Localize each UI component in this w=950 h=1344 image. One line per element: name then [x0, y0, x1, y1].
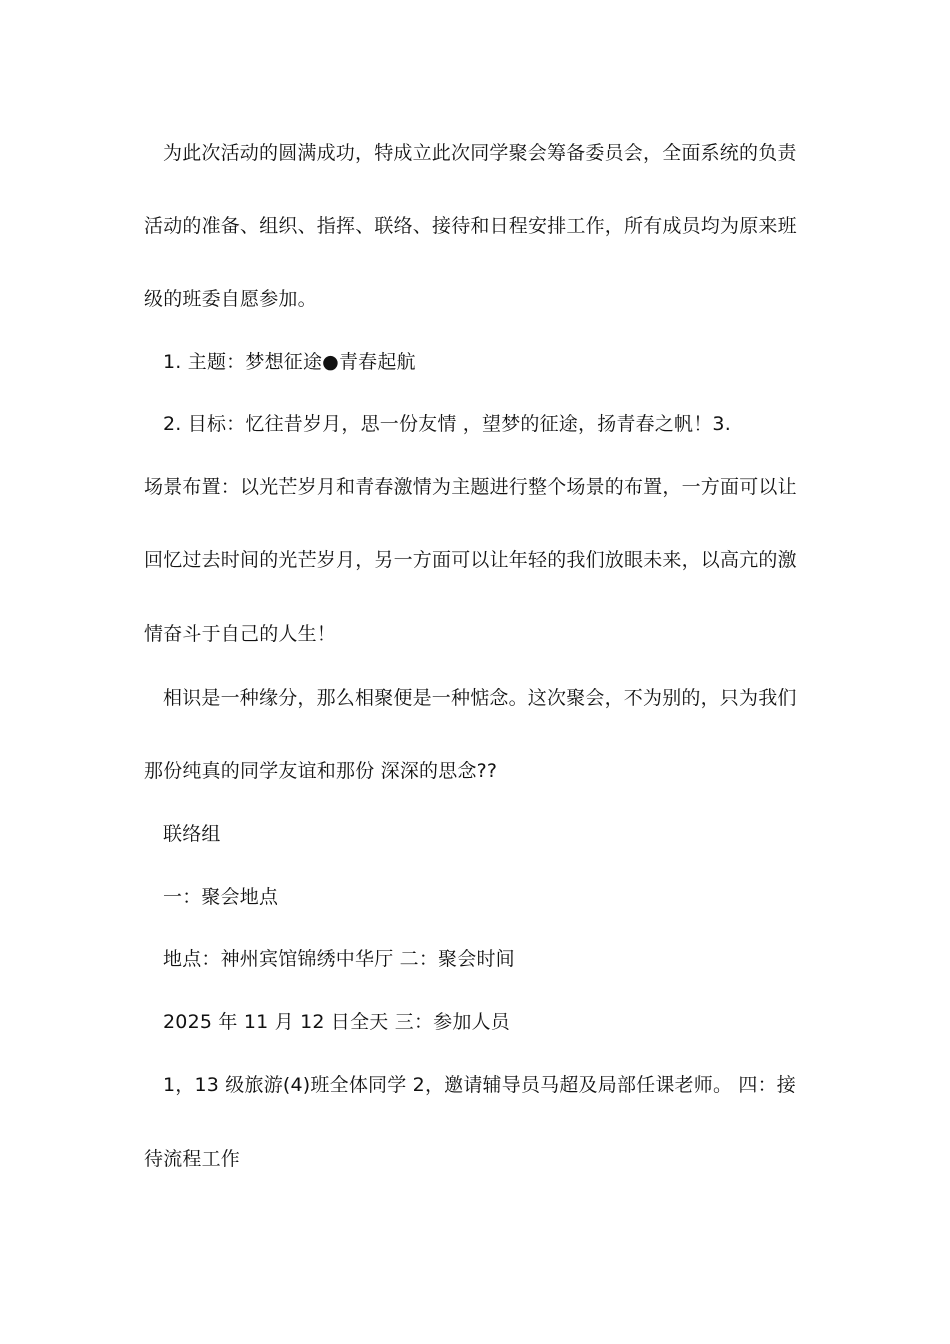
paragraph-line: 级的班委自愿参加。: [144, 288, 317, 310]
paragraph-line: 那份纯真的同学友谊和那份 深深的思念??: [144, 760, 498, 782]
section-heading: 联络组: [163, 823, 221, 845]
paragraph-line: 地点：神州宾馆锦绣中华厅 二：聚会时间: [163, 948, 515, 970]
paragraph-line: 待流程工作: [144, 1148, 241, 1170]
section-heading: 一：聚会地点: [163, 886, 279, 908]
paragraph-line: 1，13 级旅游(4)班全体同学 2，邀请辅导员马超及局部任课老师。 四：接: [163, 1074, 796, 1096]
paragraph-line: 相识是一种缘分，那么相聚便是一种惦念。这次聚会，不为别的，只为我们: [163, 687, 797, 709]
paragraph-line: 2025 年 11 月 12 日全天 三：参加人员: [163, 1011, 510, 1033]
paragraph-line: 为此次活动的圆满成功，特成立此次同学聚会筹备委员会，全面系统的负责: [163, 142, 797, 164]
list-item-goal: 2. 目标：忆往昔岁月，思一份友情 ，望梦的征途，扬青春之帆！3.: [163, 413, 731, 435]
paragraph-line: 情奋斗于自己的人生！: [144, 623, 337, 645]
paragraph-line: 场景布置：以光芒岁月和青春激情为主题进行整个场景的布置，一方面可以让: [144, 476, 797, 498]
paragraph-line: 回忆过去时间的光芒岁月，另一方面可以让年轻的我们放眼未来，以高亢的激: [144, 549, 797, 571]
paragraph-line: 活动的准备、组织、指挥、联络、接待和日程安排工作，所有成员均为原来班: [144, 215, 797, 237]
list-item-theme: 1. 主题：梦想征途●青春起航: [163, 351, 416, 373]
